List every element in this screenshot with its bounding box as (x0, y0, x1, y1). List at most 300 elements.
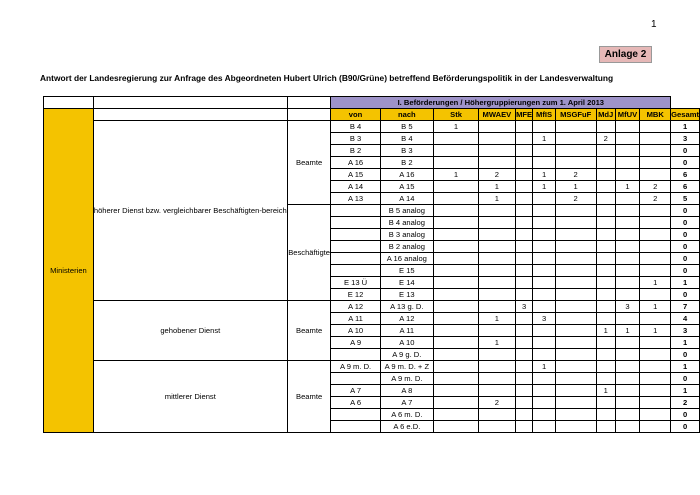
cell-to: A 13 g. D. (380, 301, 433, 313)
cell-total: 0 (671, 349, 700, 361)
employment-status: Beamte (287, 121, 331, 205)
cell-value: 1 (596, 325, 615, 337)
cell-value (515, 241, 533, 253)
cell-value (640, 265, 671, 277)
cell-value (596, 289, 615, 301)
cell-to: E 14 (380, 277, 433, 289)
cell-value (533, 421, 555, 433)
cell-to: A 10 (380, 337, 433, 349)
column-header: MFE (516, 110, 533, 119)
cell-value (615, 157, 640, 169)
cell-value (615, 313, 640, 325)
cell-value (515, 421, 533, 433)
annex-label: Anlage 2 (599, 46, 652, 63)
cell-to: B 3 (380, 145, 433, 157)
cell-value (515, 217, 533, 229)
cell-value (533, 229, 555, 241)
cell-value (615, 385, 640, 397)
cell-value (596, 265, 615, 277)
column-header: MdJ (598, 110, 614, 119)
cell-from (331, 265, 380, 277)
cell-value (596, 373, 615, 385)
cell-value (596, 301, 615, 313)
cell-value (533, 337, 555, 349)
cell-to: B 4 (380, 133, 433, 145)
cell-value (533, 253, 555, 265)
service-group: höherer Dienst bzw. vergleichbarer Beschäftigten-bereich (93, 121, 287, 301)
cell-value (596, 145, 615, 157)
cell-value (515, 229, 533, 241)
cell-value (555, 277, 596, 289)
cell-value (640, 397, 671, 409)
cell-total: 4 (671, 313, 700, 325)
cell-value: 2 (640, 181, 671, 193)
cell-value (596, 313, 615, 325)
cell-from (331, 349, 380, 361)
cell-value (615, 133, 640, 145)
cell-value (434, 289, 479, 301)
cell-value (434, 337, 479, 349)
cell-value (515, 133, 533, 145)
cell-value (479, 145, 516, 157)
cell-value (515, 181, 533, 193)
section-title: I. Beförderungen / Höhergruppierungen zum 1. April 2013 (331, 97, 671, 109)
cell-total: 0 (671, 253, 700, 265)
cell-to: A 8 (380, 385, 433, 397)
cell-value: 1 (479, 181, 516, 193)
cell-value: 1 (533, 361, 555, 373)
cell-from (331, 409, 380, 421)
cell-value (615, 373, 640, 385)
cell-to: A 9 m. D. (380, 373, 433, 385)
cell-value (555, 121, 596, 133)
cell-to: E 13 (380, 289, 433, 301)
cell-total: 1 (671, 121, 700, 133)
cell-value (479, 361, 516, 373)
ministry-label: Ministerien (44, 109, 94, 433)
cell-value (555, 157, 596, 169)
cell-value (515, 325, 533, 337)
cell-value (479, 229, 516, 241)
cell-value (515, 313, 533, 325)
cell-value: 2 (596, 133, 615, 145)
cell-total: 3 (671, 133, 700, 145)
cell-value (515, 253, 533, 265)
cell-to: A 9 m. D. + Z (380, 361, 433, 373)
cell-value (434, 145, 479, 157)
cell-from (331, 253, 380, 265)
cell-total: 1 (671, 337, 700, 349)
cell-to: A 16 analog (380, 253, 433, 265)
column-header: MfUV (615, 109, 640, 121)
cell-from: A 15 (331, 169, 380, 181)
page-number: 1 (651, 19, 657, 30)
cell-value (640, 169, 671, 181)
cell-value (596, 121, 615, 133)
cell-value (615, 361, 640, 373)
cell-value: 2 (640, 193, 671, 205)
cell-total: 0 (671, 145, 700, 157)
cell-total: 0 (671, 217, 700, 229)
cell-value (596, 217, 615, 229)
cell-total: 0 (671, 229, 700, 241)
cell-total: 0 (671, 205, 700, 217)
cell-total: 0 (671, 421, 700, 433)
cell-total: 0 (671, 409, 700, 421)
cell-value (533, 325, 555, 337)
cell-value: 1 (640, 325, 671, 337)
cell-total: 6 (671, 169, 700, 181)
cell-value (640, 253, 671, 265)
cell-value (555, 385, 596, 397)
cell-value (533, 277, 555, 289)
cell-value (533, 409, 555, 421)
cell-value (555, 349, 596, 361)
cell-value (640, 205, 671, 217)
cell-value (640, 361, 671, 373)
cell-from: A 9 (331, 337, 380, 349)
cell-value (615, 265, 640, 277)
cell-value (615, 277, 640, 289)
cell-value (640, 289, 671, 301)
employment-status: Beamte (287, 301, 331, 361)
cell-to: B 2 (380, 157, 433, 169)
cell-value (596, 181, 615, 193)
cell-value (533, 121, 555, 133)
cell-value (596, 253, 615, 265)
cell-value (555, 145, 596, 157)
cell-value (533, 241, 555, 253)
cell-value (596, 241, 615, 253)
cell-to: A 6 e.D. (380, 421, 433, 433)
cell-from: A 10 (331, 325, 380, 337)
cell-value (434, 133, 479, 145)
cell-total: 0 (671, 373, 700, 385)
cell-value (533, 217, 555, 229)
cell-value: 1 (615, 181, 640, 193)
cell-from: A 16 (331, 157, 380, 169)
cell-value (515, 385, 533, 397)
cell-from: A 11 (331, 313, 380, 325)
column-header: MfIS (533, 109, 555, 121)
cell-value (640, 145, 671, 157)
cell-total: 2 (671, 397, 700, 409)
cell-value (533, 349, 555, 361)
cell-from (331, 421, 380, 433)
cell-from: B 4 (331, 121, 380, 133)
cell-total: 1 (671, 277, 700, 289)
cell-value (434, 361, 479, 373)
cell-value (434, 265, 479, 277)
cell-value (555, 325, 596, 337)
cell-value (596, 337, 615, 349)
cell-total: 0 (671, 289, 700, 301)
cell-from: E 12 (331, 289, 380, 301)
cell-value (434, 253, 479, 265)
cell-value (615, 289, 640, 301)
cell-value: 3 (615, 301, 640, 313)
cell-value (596, 157, 615, 169)
cell-value (515, 205, 533, 217)
cell-from: A 7 (331, 385, 380, 397)
cell-value: 1 (434, 169, 479, 181)
cell-value: 2 (479, 169, 516, 181)
cell-value (434, 193, 479, 205)
cell-to: A 16 (380, 169, 433, 181)
cell-value (640, 349, 671, 361)
cell-value (640, 385, 671, 397)
cell-value (533, 385, 555, 397)
service-group: mittlerer Dienst (93, 361, 287, 433)
cell-value (515, 277, 533, 289)
cell-value (640, 421, 671, 433)
cell-value (533, 193, 555, 205)
cell-value (640, 133, 671, 145)
cell-value (555, 265, 596, 277)
cell-value (434, 181, 479, 193)
cell-to: A 12 (380, 313, 433, 325)
cell-from (331, 373, 380, 385)
cell-value (434, 241, 479, 253)
cell-value: 3 (515, 301, 533, 313)
cell-value (479, 217, 516, 229)
cell-value (434, 217, 479, 229)
column-header: Stk (434, 109, 479, 121)
cell-value (615, 337, 640, 349)
cell-from: A 9 m. D. (331, 361, 380, 373)
cell-value (434, 385, 479, 397)
cell-value (479, 349, 516, 361)
cell-from: A 14 (331, 181, 380, 193)
cell-value (434, 409, 479, 421)
cell-value (555, 421, 596, 433)
cell-value: 1 (479, 337, 516, 349)
cell-value (434, 421, 479, 433)
cell-value (479, 205, 516, 217)
table-row (44, 301, 700, 313)
cell-value (640, 157, 671, 169)
cell-value (555, 241, 596, 253)
cell-total: 5 (671, 193, 700, 205)
cell-value (515, 193, 533, 205)
cell-value (515, 337, 533, 349)
column-header: MSGFuF (555, 109, 596, 121)
cell-value (555, 289, 596, 301)
column-header: nach (380, 109, 433, 121)
cell-from (331, 241, 380, 253)
cell-value (640, 337, 671, 349)
section-title-row (44, 97, 700, 109)
cell-from: A 12 (331, 301, 380, 313)
cell-from: A 6 (331, 397, 380, 409)
cell-value (596, 349, 615, 361)
cell-value (515, 157, 533, 169)
cell-value (479, 157, 516, 169)
cell-value (555, 373, 596, 385)
cell-value (479, 265, 516, 277)
cell-value (615, 409, 640, 421)
cell-value (434, 229, 479, 241)
cell-from: B 2 (331, 145, 380, 157)
cell-value (596, 409, 615, 421)
cell-to: B 5 (380, 121, 433, 133)
cell-total: 7 (671, 301, 700, 313)
cell-total: 6 (671, 181, 700, 193)
cell-value (555, 397, 596, 409)
cell-value: 1 (640, 301, 671, 313)
cell-value (640, 409, 671, 421)
cell-value (533, 157, 555, 169)
cell-to: A 11 (380, 325, 433, 337)
cell-value (515, 289, 533, 301)
column-header: Gesamt (671, 110, 699, 119)
cell-value (533, 265, 555, 277)
cell-value (640, 121, 671, 133)
cell-value (479, 253, 516, 265)
cell-total: 0 (671, 265, 700, 277)
cell-value: 2 (479, 397, 516, 409)
cell-value: 1 (533, 181, 555, 193)
cell-to: B 4 analog (380, 217, 433, 229)
column-header-row (44, 109, 700, 121)
cell-to: A 9 g. D. (380, 349, 433, 361)
promotion-table (43, 96, 700, 433)
cell-from: A 13 (331, 193, 380, 205)
cell-value (555, 361, 596, 373)
employment-status: Beschäftigte (287, 205, 331, 301)
cell-value (640, 217, 671, 229)
cell-value (596, 397, 615, 409)
cell-value (615, 145, 640, 157)
cell-value (615, 253, 640, 265)
cell-value (555, 337, 596, 349)
cell-value (615, 229, 640, 241)
cell-value (555, 253, 596, 265)
cell-value (479, 121, 516, 133)
cell-value (596, 169, 615, 181)
document-title: Antwort der Landesregierung zur Anfrage des Abgeordneten Hubert Ulrich (B90/Grüne) betreffend Beförderungspolitik in der Landesverwaltung (40, 73, 614, 83)
cell-value: 1 (555, 181, 596, 193)
cell-value (640, 313, 671, 325)
cell-value (479, 409, 516, 421)
cell-value (479, 325, 516, 337)
cell-value (615, 421, 640, 433)
cell-value (515, 409, 533, 421)
cell-value: 1 (615, 325, 640, 337)
column-header: MBK (640, 109, 671, 121)
cell-from (331, 229, 380, 241)
cell-value (615, 169, 640, 181)
cell-value: 1 (434, 121, 479, 133)
cell-value (555, 205, 596, 217)
cell-value (434, 277, 479, 289)
cell-to: A 14 (380, 193, 433, 205)
cell-value (515, 265, 533, 277)
cell-value: 1 (596, 385, 615, 397)
cell-value (479, 277, 516, 289)
cell-value (479, 421, 516, 433)
cell-value (615, 205, 640, 217)
cell-value (479, 385, 516, 397)
column-header: von (331, 109, 380, 121)
cell-value (533, 301, 555, 313)
cell-value (515, 397, 533, 409)
cell-value (615, 121, 640, 133)
cell-value (533, 289, 555, 301)
cell-value (479, 373, 516, 385)
cell-value (434, 205, 479, 217)
cell-value (596, 277, 615, 289)
cell-value (434, 157, 479, 169)
cell-value (479, 133, 516, 145)
table-row (44, 361, 700, 373)
cell-value (596, 421, 615, 433)
cell-value (479, 241, 516, 253)
cell-value (434, 397, 479, 409)
cell-value: 1 (533, 133, 555, 145)
cell-value: 1 (479, 313, 516, 325)
cell-value (615, 349, 640, 361)
cell-to: A 15 (380, 181, 433, 193)
cell-value (515, 169, 533, 181)
cell-value (640, 229, 671, 241)
cell-value (434, 301, 479, 313)
cell-value (555, 409, 596, 421)
cell-value: 2 (555, 169, 596, 181)
cell-value (555, 301, 596, 313)
cell-value (515, 145, 533, 157)
cell-value (533, 145, 555, 157)
cell-value (434, 313, 479, 325)
cell-value (434, 325, 479, 337)
cell-value (555, 133, 596, 145)
cell-value (515, 361, 533, 373)
cell-value: 1 (533, 169, 555, 181)
cell-value (596, 193, 615, 205)
cell-value (434, 349, 479, 361)
cell-value (615, 241, 640, 253)
column-header: MWAEV (479, 109, 516, 121)
employment-status: Beamte (287, 361, 331, 433)
cell-value: 3 (533, 313, 555, 325)
cell-value (555, 229, 596, 241)
cell-total: 1 (671, 361, 700, 373)
cell-from (331, 217, 380, 229)
cell-to: B 3 analog (380, 229, 433, 241)
cell-value (640, 241, 671, 253)
cell-value (615, 193, 640, 205)
cell-value (615, 397, 640, 409)
cell-value (515, 121, 533, 133)
cell-value (515, 349, 533, 361)
cell-value (533, 373, 555, 385)
service-group: gehobener Dienst (93, 301, 287, 361)
cell-value (615, 217, 640, 229)
cell-value (479, 301, 516, 313)
cell-value (596, 361, 615, 373)
cell-value: 2 (555, 193, 596, 205)
cell-from (331, 205, 380, 217)
cell-value (555, 217, 596, 229)
cell-total: 0 (671, 157, 700, 169)
cell-value: 1 (640, 277, 671, 289)
cell-value (434, 373, 479, 385)
cell-value (479, 289, 516, 301)
cell-value (596, 205, 615, 217)
cell-to: A 7 (380, 397, 433, 409)
cell-to: B 5 analog (380, 205, 433, 217)
cell-total: 3 (671, 325, 700, 337)
